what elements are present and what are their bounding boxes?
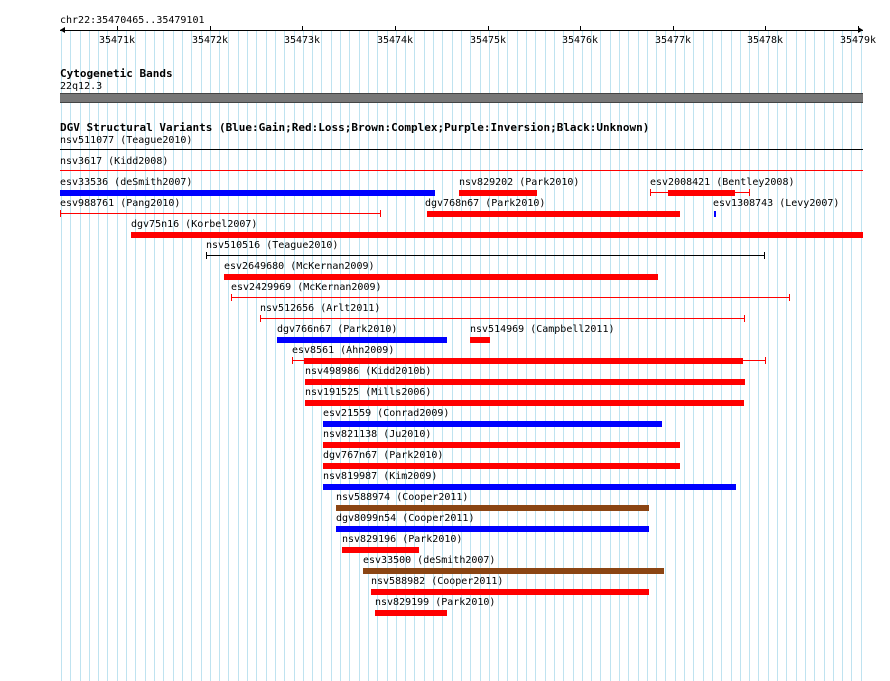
variant-label[interactable]: esv1308743 (Levy2007) [713,198,840,209]
grid-line [805,30,806,681]
grid-line [684,30,685,681]
ruler-axis [60,30,863,31]
variant-label[interactable]: esv988761 (Pang2010) [60,198,181,209]
variant-label[interactable]: nsv819987 (Kim2009) [323,471,438,482]
grid-line [703,30,704,681]
variant-bar[interactable] [336,526,649,532]
variant-end-cap [765,357,766,364]
variant-core-bar[interactable] [304,358,743,364]
variant-start-cap [260,315,261,322]
variant-label[interactable]: nsv588974 (Cooper2011) [336,492,469,503]
ruler-tick-mark [765,26,766,31]
variant-bar[interactable] [342,547,419,553]
variant-core-bar[interactable] [668,190,735,196]
ruler-left-arrow [60,27,65,33]
variant-bar[interactable] [371,589,649,595]
variant-label[interactable]: nsv829202 (Park2010) [459,177,580,188]
ruler-tick-label: 35474k [376,35,414,46]
variant-label[interactable]: nsv514969 (Campbell2011) [470,324,615,335]
ruler-tick-mark [673,26,674,31]
ruler-tick-label: 35478k [746,35,784,46]
variant-end-cap [749,189,750,196]
variant-bar[interactable] [363,568,664,574]
grid-line [749,30,750,681]
grid-line [796,30,797,681]
variant-bar[interactable] [60,190,435,196]
ruler-tick-mark [395,26,396,31]
ruler-tick-mark [580,26,581,31]
variant-label[interactable]: dgv8099n54 (Cooper2011) [336,513,475,524]
variant-line[interactable] [60,170,863,171]
variant-bar[interactable] [336,505,649,511]
ruler-tick-label: 35477k [654,35,692,46]
grid-line [814,30,815,681]
grid-line [758,30,759,681]
variant-line[interactable] [60,213,380,214]
ruler-tick-label: 35476k [561,35,599,46]
grid-line [675,30,676,681]
variant-bar[interactable] [224,274,658,280]
variant-start-cap [206,252,207,259]
variant-end-cap [764,252,765,259]
variant-start-cap [650,189,651,196]
cytoband-track-title: Cytogenetic Bands [60,67,173,80]
variant-label[interactable]: nsv829199 (Park2010) [375,597,496,608]
cytoband-bar[interactable] [60,93,863,103]
variant-end-cap [789,294,790,301]
ruler-tick-label: 35473k [283,35,321,46]
variant-end-cap [744,315,745,322]
ruler-tick-mark [117,26,118,31]
variant-bar[interactable] [131,232,863,238]
variant-bar[interactable] [459,190,537,196]
variant-bar[interactable] [470,337,490,343]
variant-label[interactable]: nsv3617 (Kidd2008) [60,156,169,167]
grid-line [824,30,825,681]
variant-bar[interactable] [323,442,680,448]
variant-bar[interactable] [305,379,745,385]
variant-bar[interactable] [305,400,744,406]
variant-line[interactable] [231,297,789,298]
ruler-tick-label: 35475k [469,35,507,46]
variant-bar[interactable] [323,484,736,490]
grid-line [721,30,722,681]
ruler-title: chr22:35470465..35479101 [60,15,205,26]
variant-label[interactable]: dgv766n67 (Park2010) [277,324,398,335]
ruler-tick-mark [488,26,489,31]
variant-label[interactable]: nsv510516 (Teague2010) [206,240,339,251]
ruler-tick-mark [302,26,303,31]
ruler-tick-mark [858,26,859,31]
variant-end-cap [380,210,381,217]
grid-line [842,30,843,681]
variant-line[interactable] [206,255,764,256]
variant-label[interactable]: dgv75n16 (Korbel2007) [131,219,258,230]
variant-start-cap [60,210,61,217]
grid-line [833,30,834,681]
variant-bar[interactable] [323,463,680,469]
variant-label[interactable]: nsv511077 (Teague2010) [60,135,193,146]
variant-line[interactable] [260,318,744,319]
variant-bar[interactable] [375,610,447,616]
grid-line [851,30,852,681]
variant-label[interactable]: esv2649680 (McKernan2009) [224,261,375,272]
variant-label[interactable]: nsv191525 (Mills2006) [305,387,432,398]
variant-bar[interactable] [714,211,716,217]
variant-label[interactable]: esv21559 (Conrad2009) [323,408,450,419]
variant-label[interactable]: esv2008421 (Bentley2008) [650,177,795,188]
ruler-tick-label: 35471k [98,35,136,46]
variant-label[interactable]: nsv821138 (Ju2010) [323,429,432,440]
ruler-tick-mark [210,26,211,31]
variant-label[interactable]: nsv498986 (Kidd2010b) [305,366,432,377]
grid-line [777,30,778,681]
variant-label[interactable]: nsv512656 (Arlt2011) [260,303,381,314]
variant-start-cap [292,357,293,364]
variant-bar[interactable] [323,421,662,427]
variant-label[interactable]: dgv767n67 (Park2010) [323,450,444,461]
ruler-tick-label: 35472k [191,35,229,46]
variant-label[interactable]: esv2429969 (McKernan2009) [231,282,382,293]
grid-line [786,30,787,681]
variant-label[interactable]: nsv588982 (Cooper2011) [371,576,504,587]
variant-label[interactable]: esv33500 (deSmith2007) [363,555,496,566]
variant-bar[interactable] [427,211,680,217]
cytoband-label: 22q12.3 [60,81,103,92]
variant-line[interactable] [60,149,863,150]
dgv-track-title: DGV Structural Variants (Blue:Gain;Red:Loss;Brown:Complex;Purple:Inversion;Black:Unknown) [60,121,650,134]
grid-line [712,30,713,681]
grid-line [665,30,666,681]
grid-line [693,30,694,681]
variant-label[interactable]: dgv768n67 (Park2010) [425,198,546,209]
grid-line [740,30,741,681]
grid-line [861,30,862,681]
variant-label[interactable]: esv33536 (deSmith2007) [60,177,193,188]
ruler-tick-label: 35479k [839,35,877,46]
variant-start-cap [231,294,232,301]
variant-bar[interactable] [277,337,447,343]
grid-line [731,30,732,681]
grid-line [656,30,657,681]
variant-label[interactable]: esv8561 (Ahn2009) [292,345,395,356]
grid-line [768,30,769,681]
variant-label[interactable]: nsv829196 (Park2010) [342,534,463,545]
